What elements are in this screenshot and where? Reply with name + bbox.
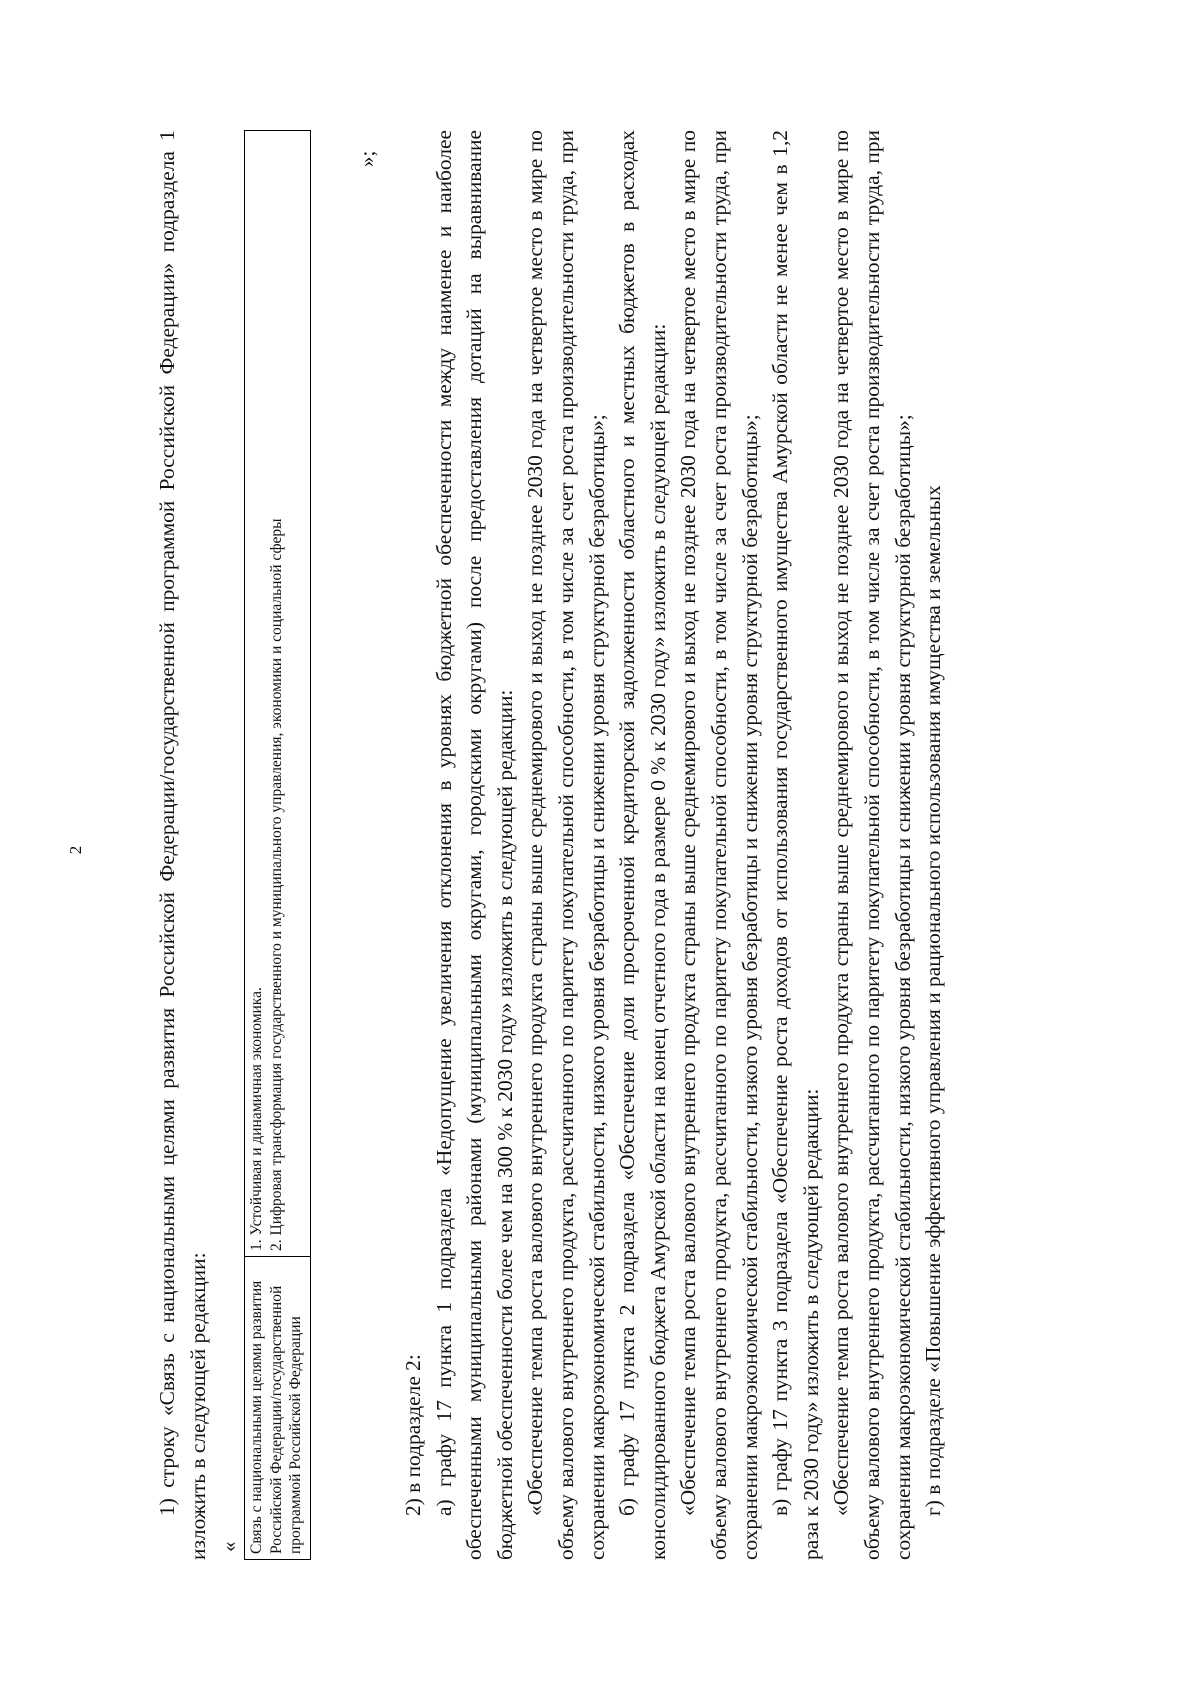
item-1-paragraph	[152, 130, 213, 1560]
paragraph-v-quote: «Обеспечение темпа роста валового внутреннего продукта страны выше среднемирового и выход не позднее 2030 года на четвертое место в мире по объему валового внутреннего продукта, рассчитанного по паритету покупательной способности, в том числе за счет роста производительности труда, при сохранении макроэкономической стабильности, низкого уровня безработицы и снижении уровня структурной безработицы»;	[829, 130, 915, 1560]
table-cell-right	[245, 131, 311, 1257]
paragraph-subsection-2: 2) в подразделе 2:	[401, 1354, 425, 1516]
paragraph-b: б) графу 17 пункта 2 подраздела «Обеспечение доли просроченной кредиторской задолженности областного и местных бюджетов в расходах консолидированного бюджета Амурской области на конец отчетного года в размере 0 % к 2030 году» изложить в следующей редакции:	[615, 130, 670, 1560]
paragraph-a: а) графу 17 пункта 1 подраздела «Недопущение увеличения отклонения в уровнях бюджетной обеспеченности между наименее и наиболее обеспеченными муниципальными районами (муниципальными округами, городскими округами) после предоставления дотаций на выравнивание бюджетной обеспеченности более чем на 300 % к 2030 году» изложить в следующей редакции:	[431, 130, 517, 1560]
paragraph-v: в) графу 17 пункта 3 подраздела «Обеспечение роста доходов от использования государственного имущества Амурской области не менее чем в 1,2 раза к 2030 году» изложить в следующей редакции:	[768, 130, 823, 1560]
table-right-line-2: 2. Цифровая трансформация государственного и муниципального управления, экономики и социальной сферы	[267, 518, 285, 1251]
body-text	[398, 130, 949, 1560]
table-row	[245, 131, 311, 1560]
paragraph-a-quote: «Обеспечение темпа роста валового внутреннего продукта страны выше среднемирового и выход не позднее 2030 года на четвертое место в мире по объему валового внутреннего продукта, рассчитанного по паритету покупательной способности, в том числе за счет роста производительности труда, при сохранении макроэкономической стабильности, низкого уровня безработицы и снижении уровня структурной безработицы»;	[523, 130, 609, 1560]
table-cell-left: Связь с национальными целями развития Российской Федерации/государственной программой Российской Федерации	[245, 1257, 311, 1560]
national-goals-table	[244, 130, 311, 1560]
paragraph-b-quote: «Обеспечение темпа роста валового внутреннего продукта страны выше среднемирового и выход не позднее 2030 года на четвертое место в мире по объему валового внутреннего продукта, рассчитанного по паритету покупательной способности, в том числе за счет роста производительности труда, при сохранении макроэкономической стабильности, низкого уровня безработицы и снижении уровня структурной безработицы»;	[676, 130, 762, 1560]
item-1-text: 1) строку «Связь с национальными целями развития Российской Федерации/государственной программой Российской Федерации» подраздела 1 изложить в следующей редакции:	[155, 130, 210, 1560]
table-right-line-1: 1. Устойчивая и динамичная экономика.	[248, 987, 265, 1251]
quote-open: «	[217, 1541, 241, 1552]
page-number: 2	[66, 845, 85, 855]
quote-close: »;	[355, 150, 379, 167]
paragraph-g: г) в подразделе «Повышение эффективного управления и рационального использования имущества и земельных	[921, 485, 946, 1516]
